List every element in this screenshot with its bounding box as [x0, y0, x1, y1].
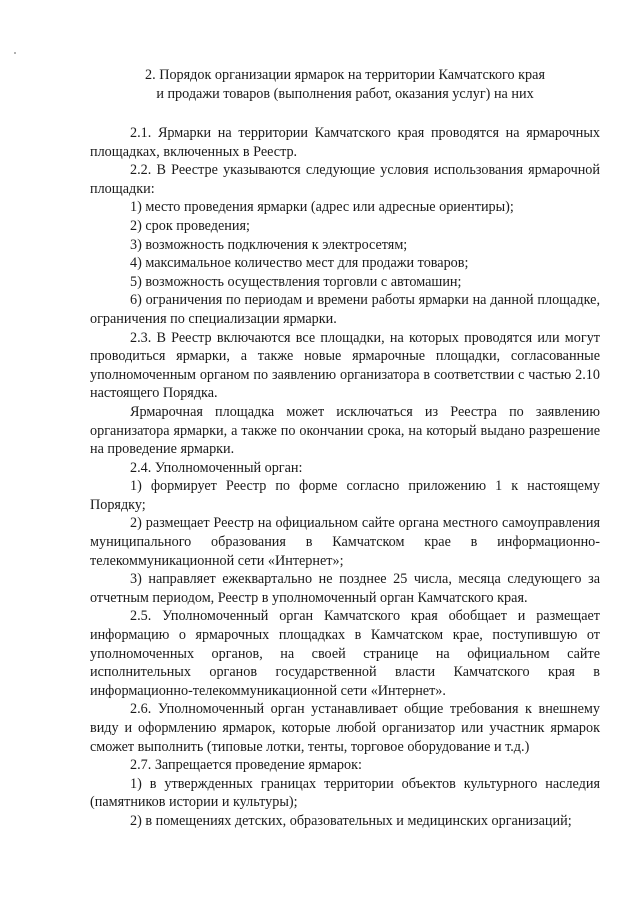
paragraph-2-4: 2.4. Уполномоченный орган:	[130, 459, 303, 476]
list-item-premises: 2) в помещениях детских, образовательных и медицинских организаций;	[130, 812, 572, 829]
list-item-location: 1) место проведения ярмарки (адрес или адресные ориентиры);	[130, 199, 514, 216]
list-item-electricity: 3) возможность подключения к электросетям;	[130, 236, 408, 253]
section-heading-line-1: 2. Порядок организации ярмарок на территории Камчатского края	[145, 67, 545, 83]
paragraph-2-7: 2.7. Запрещается проведение ярмарок:	[130, 757, 362, 774]
paragraph-2-2: 2.2. В Реестре указываются следующие условия использования ярмарочной площадки:	[90, 162, 600, 197]
section-heading-line-2: и продажи товаров (выполнения работ, оказания услуг) на них	[156, 85, 534, 102]
paragraph-exclusion: Ярмарочная площадка может исключаться из Реестра по заявлению организатора ярмарки, а также по окончании срока, на который выдано разрешение на проведение ярмарки.	[90, 403, 600, 458]
paragraph-2-5: 2.5. Уполномоченный орган Камчатского края обобщает и размещает информацию о ярмарочных площадках в Камчатском крае, поступившую от уполномоченных органов, на своей странице на официальном сайте исполнительных органов государственной власти Камчатского края в информационно-телекоммуникационной сети «Интернет».	[90, 608, 600, 699]
list-item-vehicle-trade: 5) возможность осуществления торговли с автомашин;	[130, 273, 462, 290]
paragraph-2-3: 2.3. В Реестр включаются все площадки, на которых проводятся или могут проводиться ярмарки, а также новые ярмарочные площадки, согласованные уполномоченным органом по заявлению организатора в соответствии с частью 2.10 настоящего Порядка.	[90, 329, 600, 402]
section-heading	[90, 66, 600, 103]
list-item-cultural-heritage: 1) в утвержденных границах территории объектов культурного наследия (памятников истории и культуры);	[90, 775, 600, 811]
list-item-publishes-registry: 2) размещает Реестр на официальном сайте органа местного самоуправления муниципального образования в Камчатском крае в информационно-телекоммуникационной сети «Интернет»;	[90, 515, 600, 569]
paragraph-2-1: 2.1. Ярмарки на территории Камчатского края проводятся на ярмарочных площадках, включенных в Реестр.	[90, 125, 600, 160]
list-item-sends-registry: 3) направляет ежеквартально не позднее 25 числа, месяца следующего за отчетным периодом, Реестр в уполномоченный орган Камчатского края.	[90, 571, 600, 606]
list-item-restrictions: 6) ограничения по периодам и времени работы ярмарки на данной площадке, ограничения по специализации ярмарки.	[90, 292, 600, 327]
list-item-duration: 2) срок проведения;	[130, 217, 250, 234]
paragraph-2-6: 2.6. Уполномоченный орган устанавливает общие требования к внешнему виду и оформлению ярмарок, которые любой организатор или участник ярмарок сможет выполнить (типовые лотки, тенты, торговое оборудование и т.д.)	[90, 701, 600, 755]
document-body	[90, 124, 600, 831]
list-item-max-places: 4) максимальное количество мест для продажи товаров;	[130, 255, 469, 272]
list-item-forms-registry: 1) формирует Реестр по форме согласно приложению 1 к настоящему Порядку;	[90, 478, 600, 513]
scan-speck	[14, 52, 16, 54]
